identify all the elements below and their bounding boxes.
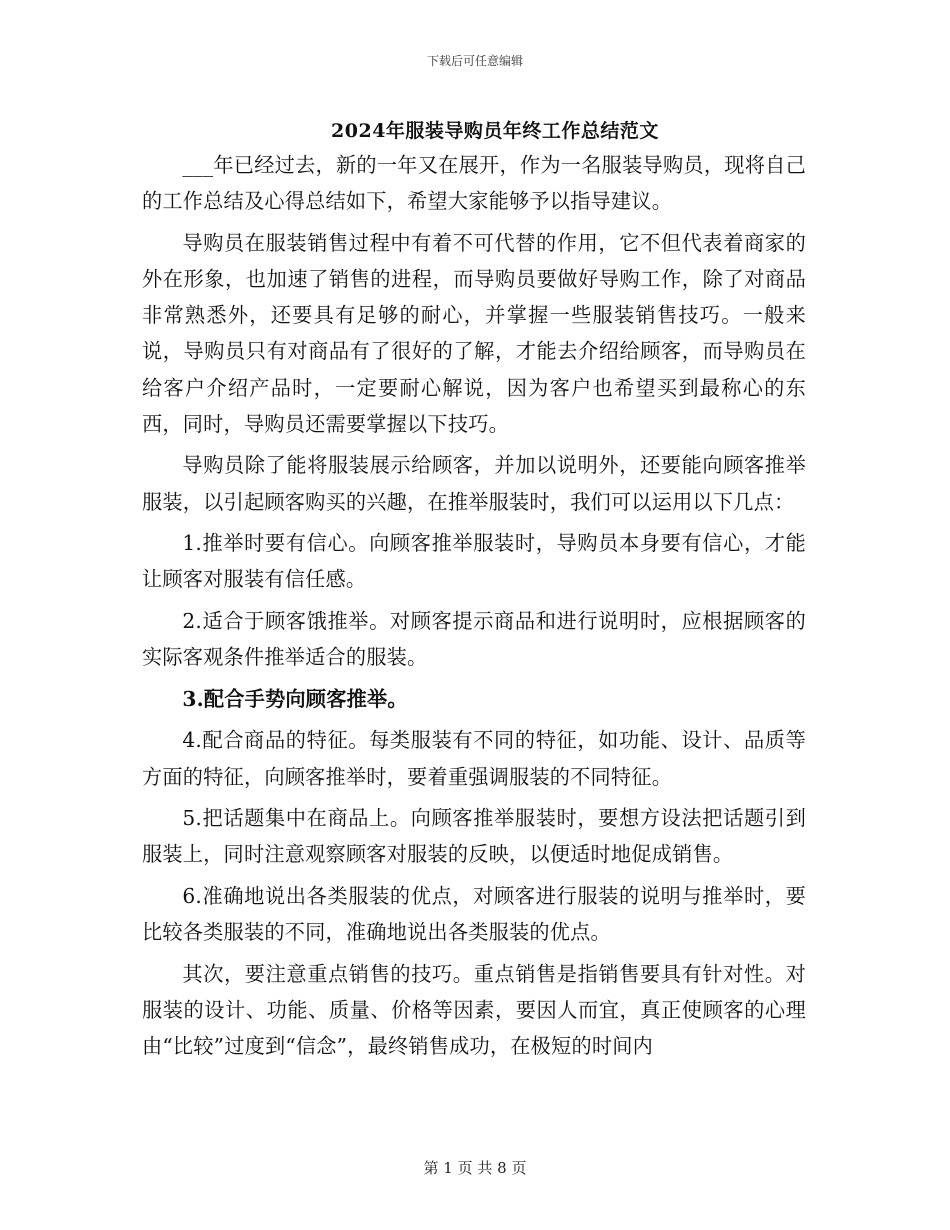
paragraph-intro: ___年已经过去，新的一年又在展开，作为一名服装导购员，现将自己的工作总结及心得总结如下，希望大家能够予以指导建议。 [142,153,806,214]
paragraph-role: 导购员在服装销售过程中有着不可代替的作用，它不但代表着商家的外在形象，也加速了销售的进程，而导购员要做好导购工作，除了对商品非常熟悉外，还要具有足够的耐心，并掌握一些服装销售技巧。一般来说，导购员只有对商品有了很好的了解，才能去介绍给顾客，而导购员在给客户介绍产品时，一定要耐心解说，因为客户也希望买到最称心的东西，同时，导购员还需要掌握以下技巧。 [142,230,806,436]
list-item-6: 6.准确地说出各类服装的优点，对顾客进行服装的说明与推举时，要比较各类服装的不同，准确地说出各类服装的优点。 [142,883,806,945]
page-header: 下载后可任意编辑 [426,54,523,68]
document-title: 2024年服装导购员年终工作总结范文 [331,120,659,142]
list-item-4: 4.配合商品的特征。每类服装有不同的特征，如功能、设计、品质等方面的特征，向顾客推举时，要着重强调服装的不同特征。 [142,728,806,789]
list-item-5: 5.把话题集中在商品上。向顾客推举服装时，要想方设法把话题引到服装上，同时注意观察顾客对服装的反映，以便适时地促成销售。 [142,806,806,867]
page-footer: 第 1 页 共 8 页 [423,1159,527,1177]
paragraph-focus-sales: 其次，要注意重点销售的技巧。重点销售是指销售要具有针对性。对服装的设计、功能、质量、价格等因素，要因人而宜，真正使顾客的心理由“比较”过度到“信念”，最终销售成功，在极短的时间内 [142,961,806,1059]
list-item-2: 2.适合于顾客饿推举。对顾客提示商品和进行说明时，应根据顾客的实际客观条件推举适合的服装。 [142,609,806,670]
list-item-3: 3.配合手势向顾客推举。 [182,686,408,711]
list-item-1: 1.推举时要有信心。向顾客推举服装时，导购员本身要有信心，才能让顾客对服装有信任感。 [142,531,806,592]
paragraph-recommend: 导购员除了能将服装展示给顾客，并加以说明外，还要能向顾客推举服装，以引起顾客购买的兴趣，在推举服装时，我们可以运用以下几点： [142,453,806,514]
document-body [142,147,806,1070]
